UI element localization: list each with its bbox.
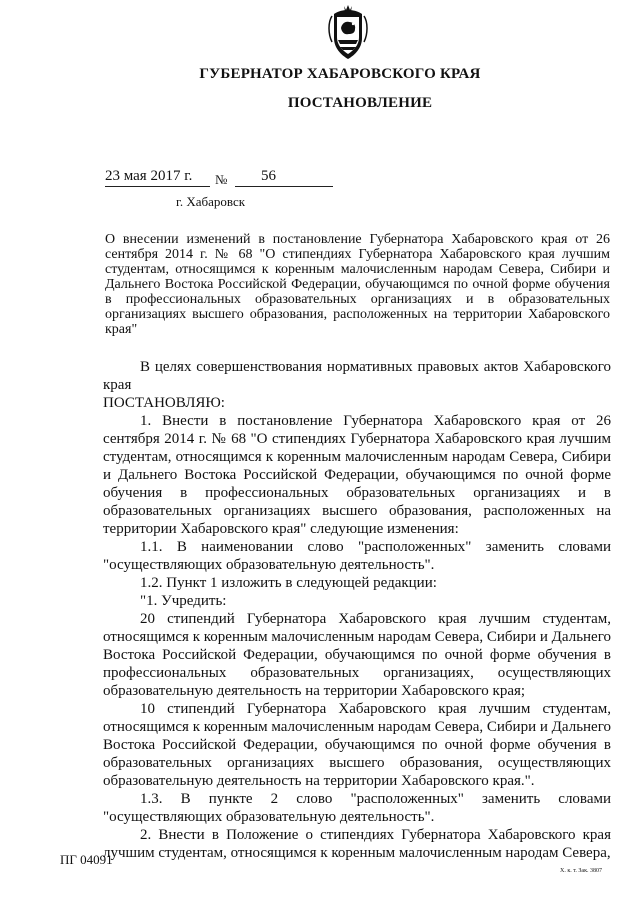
decree-word: ПОСТАНОВЛЯЮ:: [103, 395, 225, 411]
print-mark: Х. к. т. Зак. 3807: [560, 868, 603, 874]
coat-of-arms-icon: [325, 4, 371, 62]
paragraph-1-2-b: 20 стипендий Губернатора Хабаровского края лучшим студентам, относящимся к коренным малочисленным народам Севера, Сибири и Дальнего Востока Российской Федерации, обучающимся по очной форме обучения в профессиональных образовательных организациях, осуществляющих образовательную деятельность на территории Хабаровского края;: [103, 611, 611, 699]
document-date: 23 мая 2017 г.: [105, 168, 210, 187]
paragraph-1-1: 1.1. В наименовании слово "расположенных" заменить словами "осуществляющих образовательную деятельность".: [103, 539, 611, 573]
document-number: 56: [235, 168, 333, 187]
document-subject: О внесении изменений в постановление Губернатора Хабаровского края от 26 сентября 2014 г. № 68 "О стипендиях Губернатора Хабаровского края лучшим студентам, относящимся к коренным малочисленным народам Севера, Сибири и Дальнего Востока Российской Федерации, обучающимся по очной форме обучения в профессиональных образовательных организациях и в образовательных организациях высшего образования, расположенных на территории Хабаровского края": [105, 232, 610, 337]
document-body: [103, 358, 611, 862]
paragraph-1-3: 1.3. В пункте 2 слово "расположенных" заменить словами "осуществляющих образовательную деятельность".: [103, 791, 611, 825]
form-code: ПГ 04091: [60, 852, 113, 867]
paragraph-1-2-c: 10 стипендий Губернатора Хабаровского края лучшим студентам, относящимся к коренным малочисленным народам Севера, Сибири и Дальнего Востока Российской Федерации, обучающимся по очной форме обучения в образовательных организациях высшего образования, осуществляющих образовательную деятельность на территории Хабаровского края.".: [103, 701, 611, 789]
authority-title: ГУБЕРНАТОР ХАБАРОВСКОГО КРАЯ: [199, 66, 481, 82]
number-label: №: [215, 172, 228, 187]
paragraph-1: 1. Внести в постановление Губернатора Хабаровского края от 26 сентября 2014 г. № 68 "О стипендиях Губернатора Хабаровского края лучшим студентам, относящимся к коренным малочисленным народам Севера, Сибири и Дальнего Востока Российской Федерации, обучающимся по очной форме обучения в профессиональных образовательных организациях и в образовательных организациях высшего образования, расположенных на территории Хабаровского края" следующие изменения:: [103, 413, 611, 537]
paragraph-1-2-a: "1. Учредить:: [140, 593, 227, 609]
intro-paragraph: В целях совершенствования нормативных правовых актов Хабаровского края: [103, 359, 611, 393]
paragraph-2: 2. Внести в Положение о стипендиях Губернатора Хабаровского края лучшим студентам, относящимся к коренным малочисленным народам Севера,: [103, 827, 611, 861]
document-city: г. Хабаровск: [176, 194, 246, 209]
document-type-title: ПОСТАНОВЛЕНИЕ: [287, 95, 433, 111]
paragraph-1-2: 1.2. Пункт 1 изложить в следующей редакции:: [140, 575, 437, 591]
